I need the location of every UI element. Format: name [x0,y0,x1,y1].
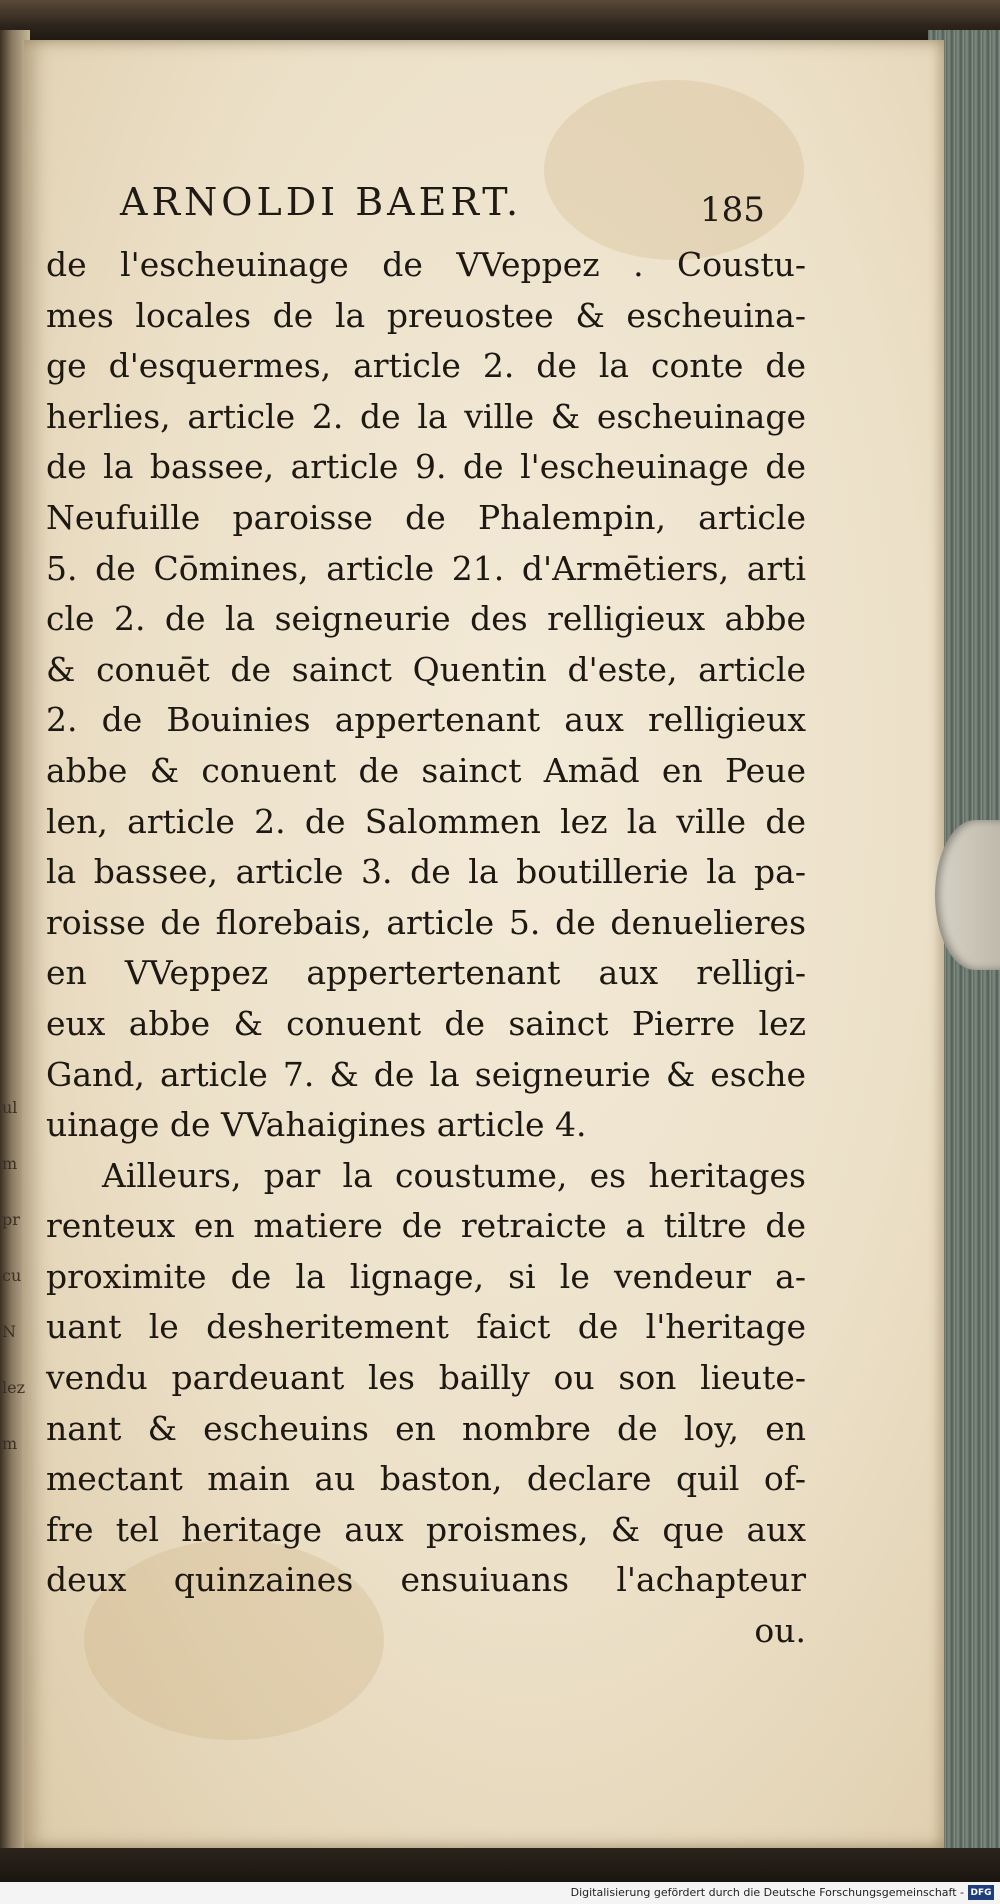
paragraph-start-line: Ailleurs, par la coustume, es heritages [102,1155,806,1195]
text-line: len, article 2. de Salommen lez la ville de [46,801,806,841]
dfg-logo: DFG [968,1885,994,1900]
margin-fragment: m [2,1154,18,1173]
text-line: 5. de Cōmines, article 21. d'Armētiers, arti [46,548,806,588]
paper-stain [544,80,804,260]
running-head: ARNOLDI BAERT. [120,180,523,224]
facing-page-margin-text [2,1080,24,1472]
book-bottom-edge [0,1848,1000,1882]
funding-credit: Digitalisierung gefördert durch die Deutsche Forschungsgemeinschaft - [570,1886,964,1899]
page-number: 185 [700,190,765,230]
book-top-edge [0,0,1000,42]
text-line: uinage de VVahaigines article 4. [46,1105,587,1145]
text-line: abbe & conuent de sainct Amād en Peue [46,750,806,790]
text-line: la bassee, article 3. de la boutillerie la pa- [46,852,806,892]
text-line: Gand, article 7. & de la seigneurie & esche [46,1054,806,1094]
text-line: mectant main au baston, declare quil of- [46,1459,806,1499]
text-line: ge d'esquermes, article 2. de la conte de [46,346,806,386]
text-line: deux quinzaines ensuiuans l'achapteur [46,1560,806,1600]
text-line: herlies, article 2. de la ville & escheuinage [46,396,806,436]
text-line: eux abbe & conuent de sainct Pierre lez [46,1003,806,1043]
text-line: 2. de Bouinies appertenant aux relligieux [46,700,806,740]
text-line: uant le desheritement faict de l'heritage [46,1307,806,1347]
text-line: renteux en matiere de retraicte a tiltre de [46,1206,806,1246]
text-line: de l'escheuinage de VVeppez . Coustu- [46,245,806,284]
text-line: cle 2. de la seigneurie des relligieux abbe [46,599,806,639]
text-line: & conuēt de sainct Quentin d'este, article [46,649,806,689]
text-line: proximite de la lignage, si le vendeur a- [46,1256,806,1296]
margin-fragment: pr [2,1210,20,1229]
margin-fragment: ul [2,1098,18,1117]
text-line: vendu pardeuant les bailly ou son lieute- [46,1358,806,1398]
text-line: Neufuille paroisse de Phalempin, article [46,497,806,537]
text-line: de la bassee, article 9. de l'escheuinage de [46,447,806,487]
text-line: nant & escheuins en nombre de loy, en [46,1408,806,1448]
margin-fragment: cu [2,1266,22,1285]
margin-fragment: N [2,1322,16,1341]
body-text [46,240,806,1657]
catchword: ou. [754,1611,806,1651]
text-line: roisse de florebais, article 5. de denuelieres [46,902,806,942]
text-line: mes locales de la preuostee & escheuina- [46,295,806,335]
text-line: en VVeppez appertertenant aux relligi- [46,953,806,993]
margin-fragment: m [2,1434,18,1453]
text-line: fre tel heritage aux proismes, & que aux [46,1509,806,1549]
margin-fragment: lez [2,1378,26,1397]
digitization-footer [0,1882,1000,1904]
